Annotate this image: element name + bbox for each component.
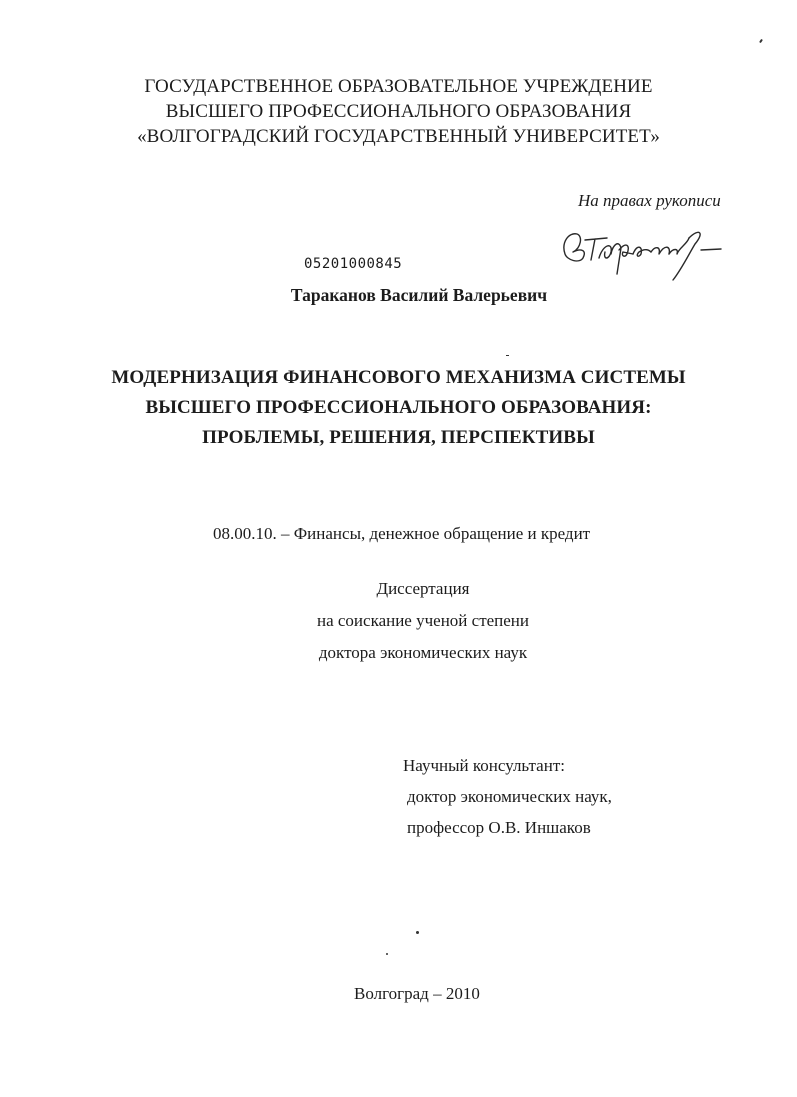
author-name: Тараканов Василий Валерьевич xyxy=(290,285,548,305)
advisor-block xyxy=(403,750,612,843)
advisor-degree: доктор экономических наук, xyxy=(407,787,612,806)
manuscript-note: На правах рукописи xyxy=(578,191,721,210)
institution-line-2: ВЫСШЕГО ПРОФЕССИОНАЛЬНОГО ОБРАЗОВАНИЯ xyxy=(165,101,632,122)
dissertation-title xyxy=(0,363,797,453)
scan-speck xyxy=(386,953,388,955)
institution-header xyxy=(0,74,797,149)
institution-line-1: ГОСУДАРСТВЕННОЕ ОБРАЗОВАТЕЛЬНОЕ УЧРЕЖДЕНИЕ xyxy=(144,76,653,97)
scan-speck xyxy=(759,39,763,43)
title-line-1: МОДЕРНИЗАЦИЯ ФИНАНСОВОГО МЕХАНИЗМА СИСТЕМЫ xyxy=(111,367,686,388)
degree-block xyxy=(306,573,540,669)
degree-line-1: Диссертация xyxy=(376,579,470,598)
degree-line-3: доктора экономических наук xyxy=(318,643,528,662)
title-line-3: ПРОБЛЕМЫ, РЕШЕНИЯ, ПЕРСПЕКТИВЫ xyxy=(202,427,595,448)
scan-speck xyxy=(416,931,419,934)
scan-speck xyxy=(506,355,509,356)
advisor-name: профессор О.В. Иншаков xyxy=(407,818,591,837)
advisor-label: Научный консультант: xyxy=(403,756,565,775)
document-number: 05201000845 xyxy=(304,256,403,272)
degree-line-2: на соискание ученой степени xyxy=(316,611,530,630)
title-line-2: ВЫСШЕГО ПРОФЕССИОНАЛЬНОГО ОБРАЗОВАНИЯ: xyxy=(145,397,652,418)
city-year: Волгоград – 2010 xyxy=(354,984,480,1003)
institution-line-3: «ВОЛГОГРАДСКИЙ ГОСУДАРСТВЕННЫЙ УНИВЕРСИТЕТ» xyxy=(137,126,660,147)
speciality-code: 08.00.10. – Финансы, денежное обращение и кредит xyxy=(213,524,591,543)
signature-image xyxy=(555,214,725,290)
